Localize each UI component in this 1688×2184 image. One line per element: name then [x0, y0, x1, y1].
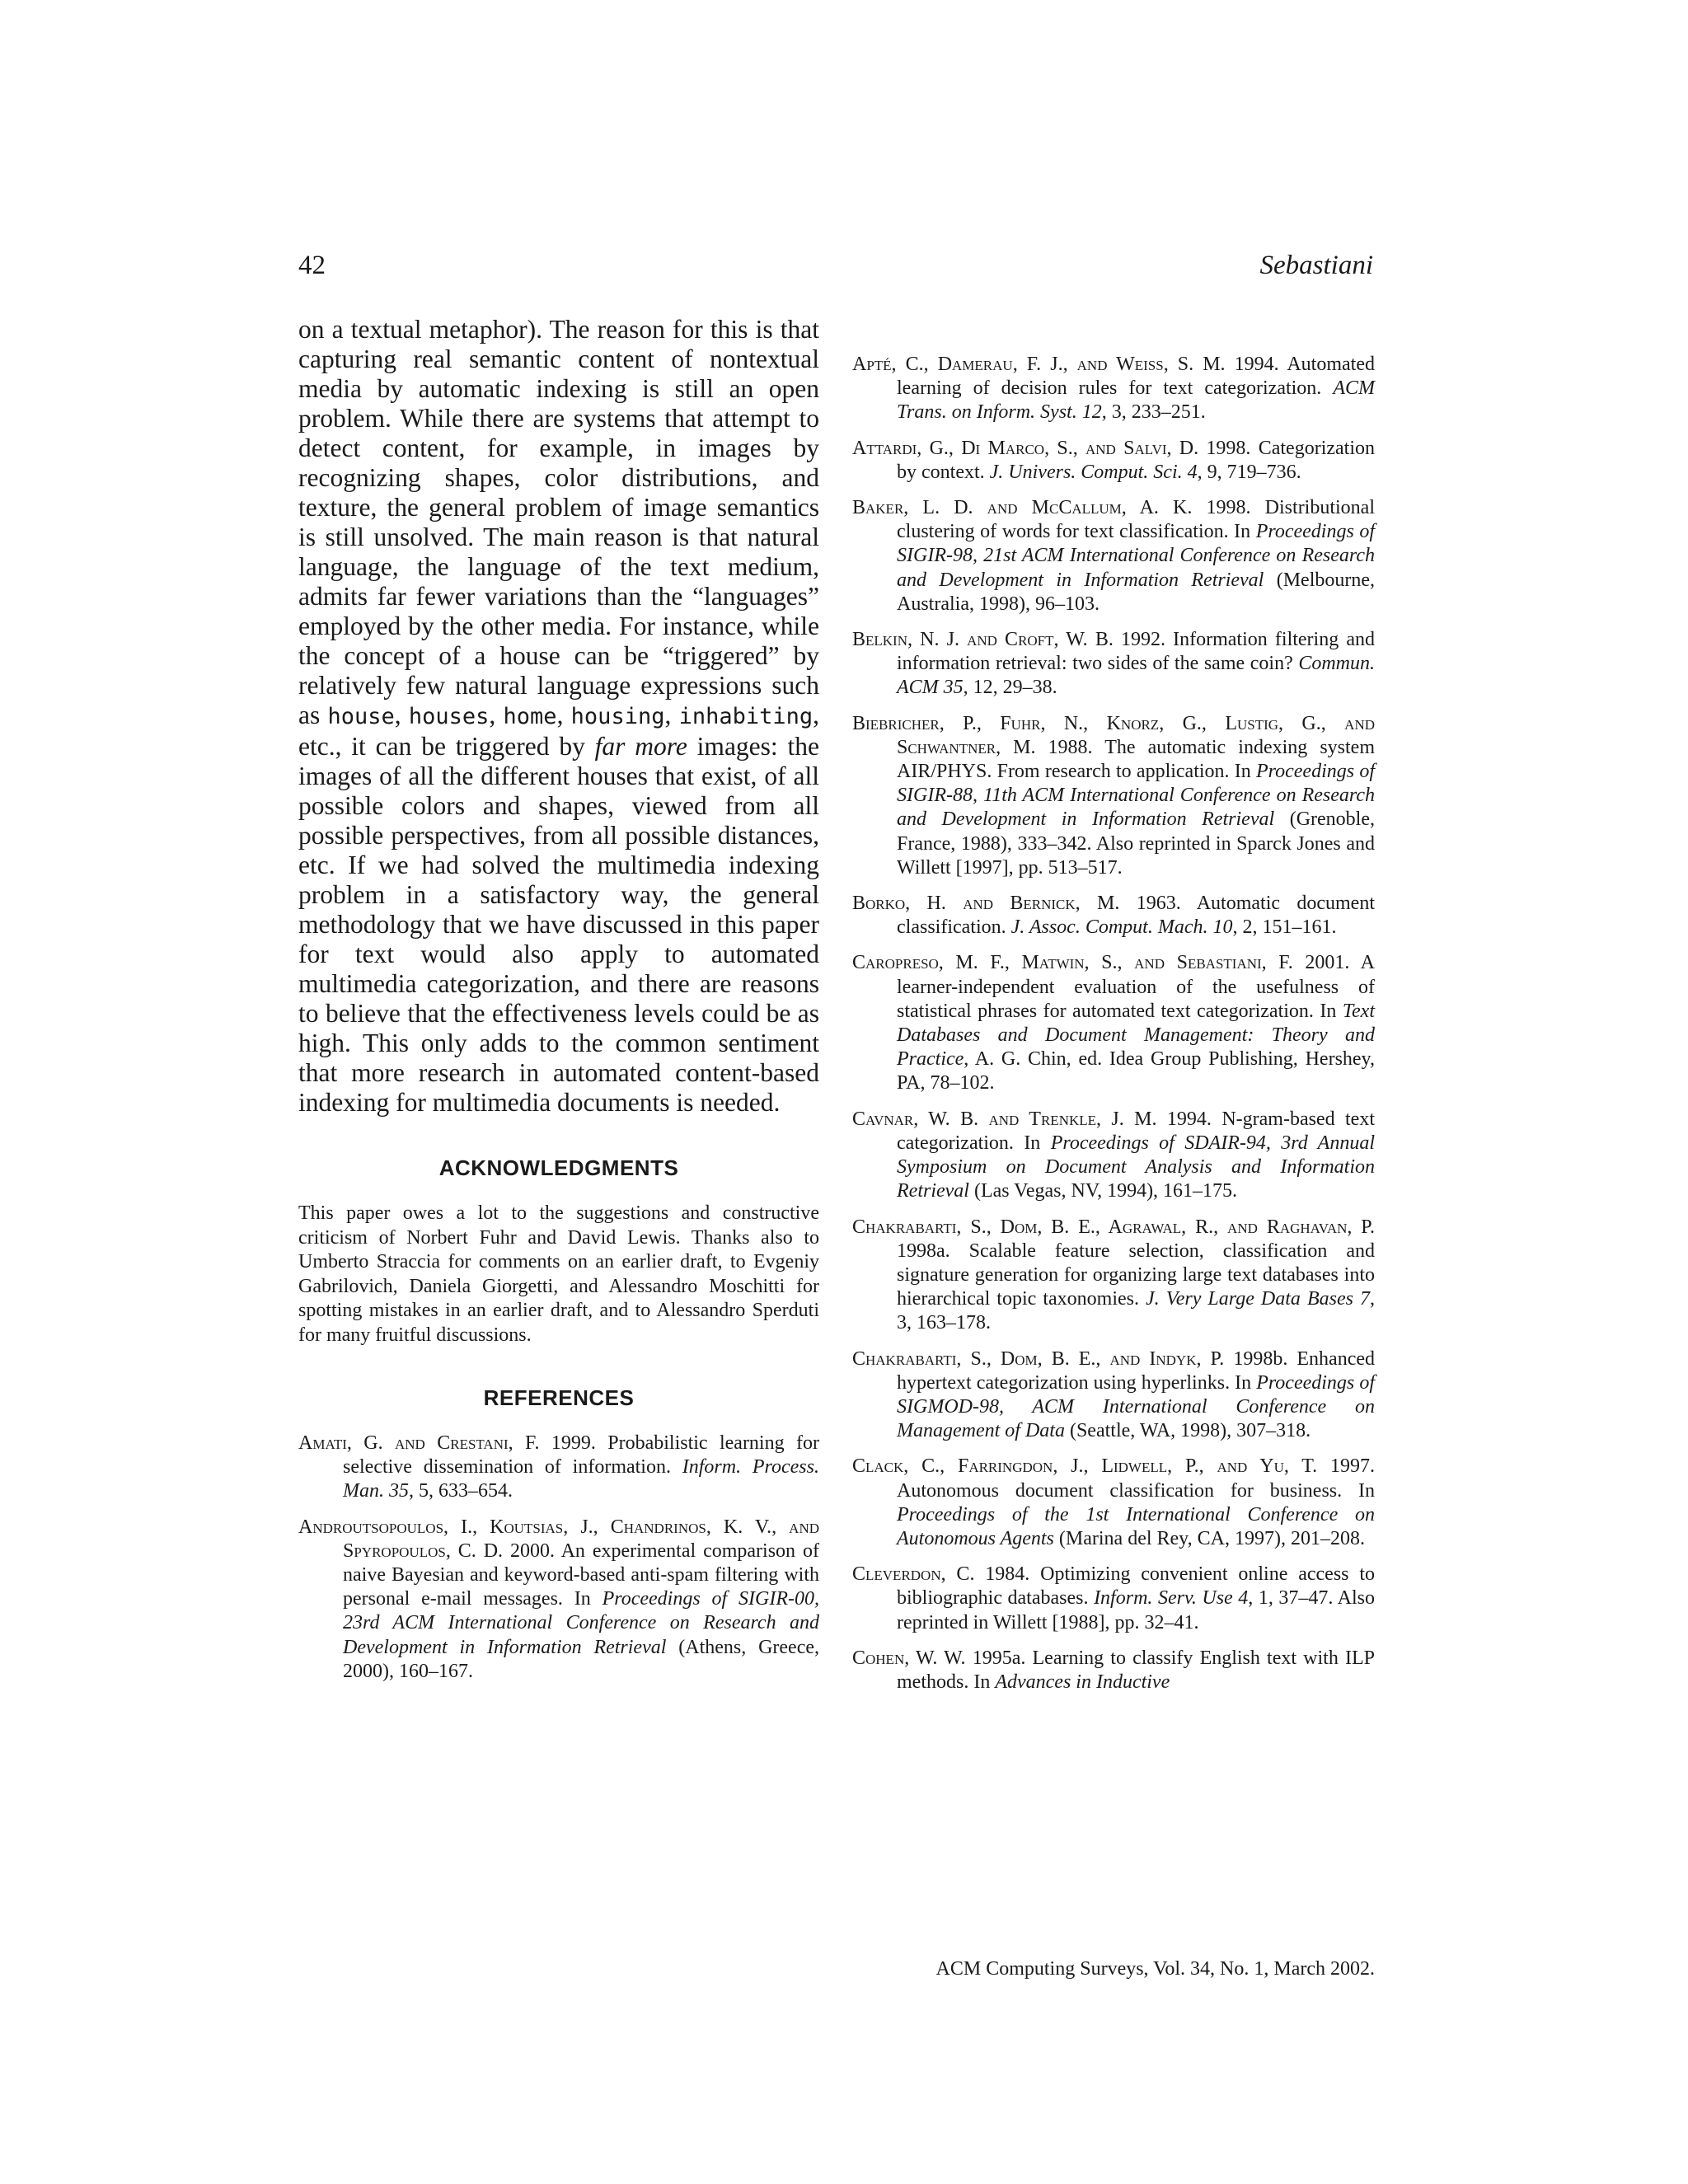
reference-text: 1997. Autonomous document classification for business. In: [897, 1455, 1375, 1502]
body-text-part: , etc., it can be triggered by: [298, 701, 820, 761]
reference-venue: Proceedings of SIGMOD-98, ACM International Conference on Management of Data: [897, 1371, 1375, 1442]
reference-venue: Inform. Process. Man. 35: [343, 1456, 819, 1502]
reference-text: , 2, 151–161.: [1232, 916, 1337, 939]
reference-text: , 12, 29–38.: [963, 677, 1057, 699]
reference-authors: Cavnar, W. B. and Trenkle, J. M.: [852, 1108, 1157, 1130]
reference-text: 1994. Automated learning of decision rules for text categorization.: [897, 354, 1375, 400]
reference-text: , 3, 233–251.: [1101, 401, 1206, 424]
reference-entry: [852, 712, 1375, 880]
reference-venue: J. Very Large Data Bases 7: [1146, 1288, 1370, 1310]
emphasis: far more: [594, 732, 687, 761]
left-column: [298, 315, 819, 1695]
running-head: Sebastiani: [1259, 251, 1373, 280]
references-heading: REFERENCES: [483, 1385, 635, 1410]
acknowledgments-text: This paper owes a lot to the suggestions and constructive criticism of Norbert Fuhr and David Lewis. Thanks also to Umberto Straccia for comments on an earlier draft, to Evgeniy Gabrilovich, Daniela Giorgetti, and Alessandro Moschitti for spotting mistakes in an earlier draft, and to Alessandro Sperduti for many fruitful discussions.: [298, 1202, 819, 1346]
right-column: [852, 353, 1375, 1706]
reference-text: 2001. A learner-independent evaluation of the usefulness of statistical phrases for automated text categorization. In: [897, 952, 1375, 1022]
reference-list-right: [852, 353, 1375, 1694]
reference-venue: Proceedings of SDAIR-94, 3rd Annual Symposium on Document Analysis and Information Retrieval: [897, 1132, 1375, 1202]
reference-authors: Baker, L. D. and McCallum, A. K.: [852, 497, 1193, 519]
reference-venue: J. Univers. Comput. Sci. 4: [989, 461, 1198, 483]
reference-venue: Commun. ACM 35: [897, 653, 1375, 699]
reference-authors: Biebricher, P., Fuhr, N., Knorz, G., Lustig, G., and Schwantner, M.: [852, 712, 1375, 758]
reference-text: , 5, 633–654.: [409, 1480, 513, 1502]
reference-entry: [852, 1647, 1375, 1694]
body-text-part: on a textual metaphor). The reason for this is that capturing real semantic content of nontextual media by automatic indexing is still an open problem. While there are systems that attempt to detect content, for example, in images by recognizing shapes, color distributions, and texture, the general problem of image semantics is still unsolved. The main reason is that natural language, the language of the text medium, admits far fewer variations than the “languages” employed by the other media. For instance, while the concept of a house can be “triggered” by relatively few natural language expressions such as: [298, 315, 819, 729]
reference-entry: [852, 1563, 1375, 1635]
code-term: inhabiting: [678, 704, 814, 729]
separator: ,: [556, 701, 571, 729]
reference-text: 1988. The automatic indexing system AIR/PHYS. From research to application. In: [897, 736, 1375, 783]
reference-text: (Las Vegas, NV, 1994), 161–175.: [968, 1180, 1238, 1202]
reference-authors: Borko, H. and Bernick, M.: [852, 893, 1120, 915]
reference-entry: [852, 1108, 1375, 1204]
reference-entry: [298, 1516, 819, 1684]
reference-text: 1963. Automatic document classification.: [897, 893, 1375, 939]
separator: ,: [489, 701, 504, 729]
reference-text: (Melbourne, Australia, 1998), 96–103.: [897, 569, 1375, 615]
reference-venue: Proceedings of SIGIR-98, 21st ACM International Conference on Research and Development in Information Retrieval: [897, 521, 1375, 591]
reference-authors: Amati, G. and Crestani, F.: [298, 1432, 540, 1454]
reference-text: (Athens, Greece, 2000), 160–167.: [343, 1636, 820, 1682]
reference-text: 1998. Distributional clustering of words for text classification. In: [897, 497, 1376, 543]
reference-text: (Seattle, WA, 1998), 307–318.: [1064, 1420, 1311, 1442]
separator: ,: [394, 701, 409, 729]
reference-text: 1998b. Enhanced hypertext categorization using hyperlinks. In: [897, 1347, 1375, 1394]
reference-authors: Belkin, N. J. and Croft, W. B.: [852, 629, 1114, 651]
reference-list-left: [298, 1432, 819, 1684]
page-header: [298, 247, 1373, 284]
reference-venue: Inform. Serv. Use 4: [1094, 1587, 1249, 1610]
reference-text: , 3, 163–178.: [897, 1288, 1375, 1334]
separator: ,: [664, 701, 679, 729]
reference-entry: [852, 1216, 1375, 1336]
page-number: 42: [298, 251, 326, 280]
reference-authors: Apté, C., Damerau, F. J., and Weiss, S. M.: [852, 354, 1226, 375]
acknowledgments-heading: ACKNOWLEDGMENTS: [438, 1155, 679, 1180]
code-term: houses: [408, 704, 490, 729]
reference-venue: Proceedings of the 1st International Conference on Autonomous Agents: [897, 1503, 1375, 1549]
reference-venue: J. Assoc. Comput. Mach. 10: [1010, 916, 1233, 939]
reference-authors: Attardi, G., Di Marco, S., and Salvi, D.: [852, 437, 1199, 459]
reference-venue: Proceedings of SIGIR-88, 11th ACM International Conference on Research and Development in Information Retrieval: [897, 761, 1375, 831]
reference-authors: Cleverdon, C.: [852, 1563, 975, 1586]
reference-text: 1994. N-gram-based text categorization. In: [897, 1108, 1375, 1154]
reference-text: 1998. Categorization by context.: [897, 437, 1376, 483]
page-footer: ACM Computing Surveys, Vol. 34, No. 1, March 2002.: [935, 1958, 1375, 1980]
reference-text: 1998a. Scalable feature selection, classification and signature generation for organizing large text databases into hierarchical topic taxonomies.: [897, 1240, 1375, 1310]
reference-text: , A. G. Chin, ed. Idea Group Publishing, Hershey, PA, 78–102.: [897, 1048, 1375, 1094]
reference-text: 2000. An experimental comparison of naive Bayesian and keyword-based anti-spam filtering with personal e-mail messages. In: [343, 1540, 819, 1610]
reference-text: 1984. Optimizing convenient online access to bibliographic databases.: [897, 1563, 1375, 1610]
body-text-part: images: the images of all the different houses that exist, of all possible colors and shapes, viewed from all possible perspectives, from all possible distances, etc. If we had solved the multimedia indexing problem in a satisfactory way, the general methodology that we have discussed in this paper for text would also apply to automated multimedia categorization, and there are reasons to believe that the effectiveness levels could be as high. This only adds to the common sentiment that more research in automated content-based indexing for multimedia documents is needed.: [298, 732, 819, 1117]
reference-text: 1995a. Learning to classify English text with ILP methods. In: [897, 1647, 1375, 1693]
reference-authors: Cohen, W. W.: [852, 1647, 966, 1669]
reference-venue: ACM Trans. on Inform. Syst. 12: [897, 377, 1375, 424]
reference-text: 1999. Probabilistic learning for selective dissemination of information.: [343, 1432, 819, 1479]
reference-entry: [852, 892, 1375, 940]
reference-authors: Chakrabarti, S., Dom, B. E., and Indyk, P.: [852, 1347, 1225, 1370]
reference-entry: [852, 496, 1375, 616]
reference-text: 1992. Information filtering and information retrieval: two sides of the same coin?: [897, 629, 1376, 675]
reference-text: , 1, 37–47. Also reprinted in Willett [1988], pp. 32–41.: [897, 1587, 1375, 1633]
reference-entry: [298, 1432, 819, 1504]
reference-entry: [852, 1455, 1375, 1551]
code-term: home: [503, 704, 557, 729]
reference-entry: [852, 951, 1375, 1095]
reference-entry: [852, 437, 1375, 485]
reference-text: , 9, 719–736.: [1197, 461, 1301, 483]
reference-entry: [852, 353, 1375, 425]
reference-entry: [852, 628, 1375, 701]
reference-venue: Text Databases and Document Management: Theory and Practice: [897, 1000, 1375, 1071]
body-paragraph: [298, 315, 819, 1118]
reference-entry: [852, 1347, 1375, 1444]
reference-authors: Chakrabarti, S., Dom, B. E., Agrawal, R., and Raghavan, P.: [852, 1216, 1375, 1238]
code-term: housing: [570, 704, 665, 729]
reference-venue: Advances in Inductive: [995, 1671, 1170, 1693]
code-term: house: [327, 704, 395, 729]
reference-authors: Caropreso, M. F., Matwin, S., and Sebastiani, F.: [852, 952, 1293, 974]
reference-authors: Androutsopoulos, I., Koutsias, J., Chandrinos, K. V., and Spyropoulos, C. D.: [298, 1516, 819, 1562]
reference-authors: Clack, C., Farringdon, J., Lidwell, P., and Yu, T.: [852, 1455, 1318, 1478]
reference-venue: Proceedings of SIGIR-00, 23rd ACM International Conference on Research and Development in Information Retrieval: [343, 1588, 819, 1658]
reference-text: (Grenoble, France, 1988), 333–342. Also reprinted in Sparck Jones and Willett [1997], pp. 513–517.: [897, 808, 1376, 879]
reference-text: (Marina del Rey, CA, 1997), 201–208.: [1053, 1527, 1365, 1549]
